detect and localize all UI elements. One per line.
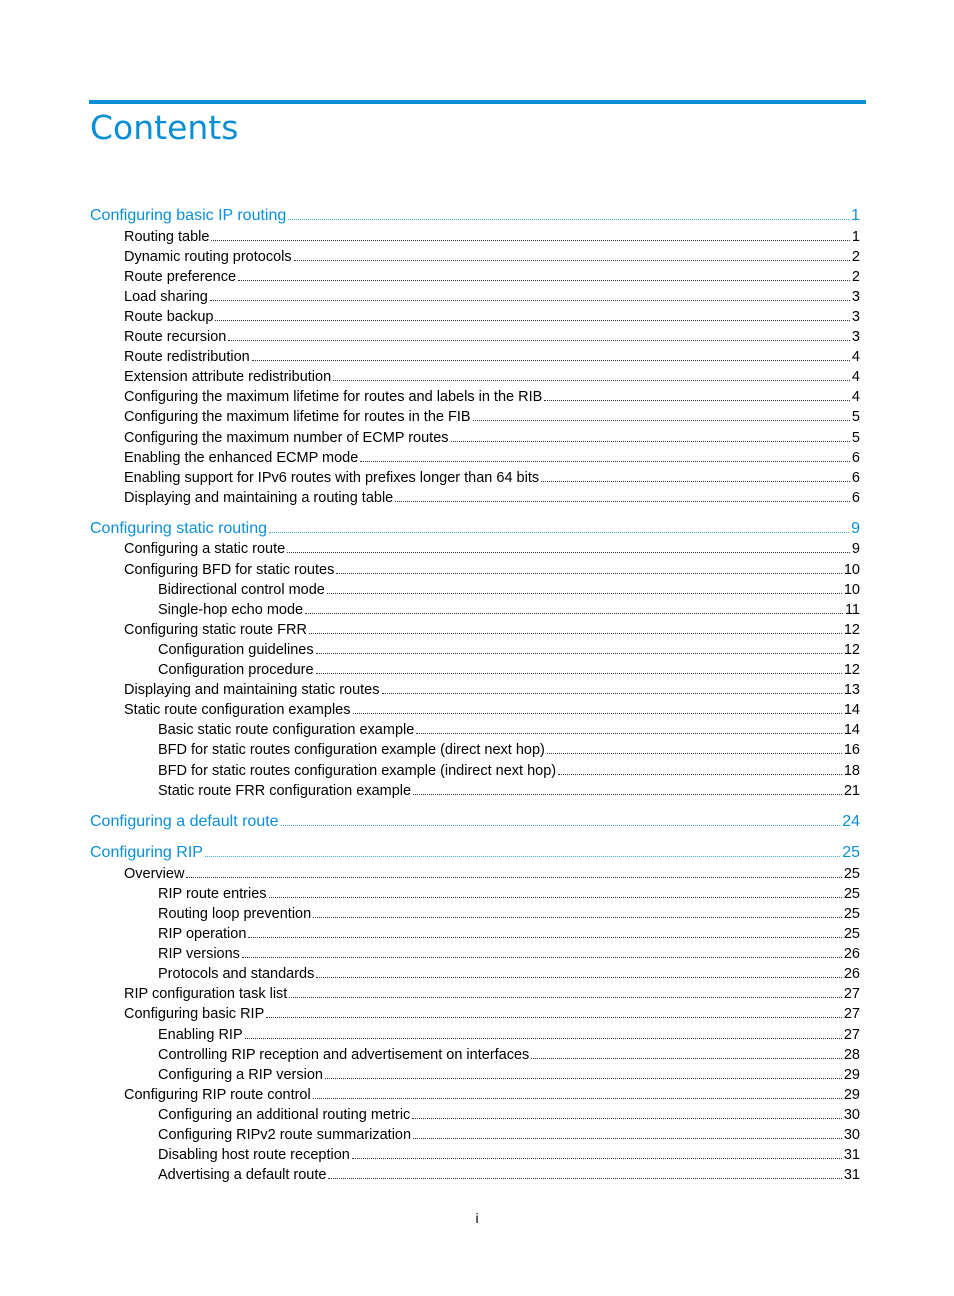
dot-leader — [313, 1097, 842, 1099]
toc-entry-page: 30 — [843, 1127, 860, 1143]
dot-leader — [211, 239, 849, 241]
toc-entry-page: 12 — [843, 621, 860, 638]
toc-section-link[interactable] — [124, 680, 860, 700]
dot-leader — [242, 956, 842, 958]
toc-entry-title: Enabling support for IPv6 routes with prefixes longer than 64 bits — [124, 469, 540, 486]
dot-leader — [333, 379, 850, 381]
dot-leader — [531, 1057, 842, 1059]
toc-entry-title: Route preference — [124, 268, 237, 285]
dot-leader — [412, 1117, 842, 1119]
dot-leader — [228, 339, 850, 341]
toc-entry-page: 1 — [851, 207, 860, 224]
toc-subsection-link[interactable] — [158, 580, 860, 600]
toc-entry-title: Configuration guidelines — [158, 641, 314, 658]
toc-entry-title: Overview — [124, 865, 185, 882]
dot-leader — [186, 876, 841, 878]
toc-subsection-link[interactable] — [158, 1165, 860, 1185]
toc-entry-title: Protocols and standards — [158, 966, 315, 983]
toc-entry-title: Routing table — [124, 228, 210, 245]
dot-leader — [252, 359, 850, 361]
dot-leader — [294, 259, 850, 261]
toc-section-link[interactable] — [124, 560, 860, 580]
toc-entry-title: Displaying and maintaining a routing table — [124, 489, 394, 506]
toc-entry-page: 31 — [843, 1167, 860, 1184]
dot-leader — [382, 692, 842, 694]
toc-entry-page: 6 — [851, 489, 860, 506]
toc-subsection-link[interactable] — [158, 904, 860, 924]
page-number: i — [475, 1210, 479, 1226]
toc-section-link[interactable] — [124, 468, 860, 488]
toc-entry-page: 16 — [843, 742, 860, 759]
toc-subsection-link[interactable] — [158, 1065, 860, 1085]
dot-leader — [309, 632, 842, 634]
toc-entry-page: 5 — [851, 409, 860, 426]
toc-entry-title: Configuring basic RIP — [124, 1006, 265, 1023]
toc-entry-page: 3 — [851, 288, 860, 305]
toc-subsection-link[interactable] — [158, 600, 860, 620]
dot-leader — [451, 440, 850, 442]
toc-entry-title: Load sharing — [124, 288, 208, 305]
toc-entry-page: 5 — [851, 429, 860, 446]
toc-subsection-link[interactable] — [158, 1045, 860, 1065]
toc-subsection-link[interactable] — [158, 781, 860, 801]
toc-section-link[interactable] — [124, 1004, 860, 1024]
toc-entry-title: Routing loop prevention — [158, 905, 312, 922]
dot-leader — [336, 572, 842, 574]
toc-subsection-link[interactable] — [158, 660, 860, 680]
toc-entry-title: RIP configuration task list — [124, 986, 288, 1003]
toc-entry-page: 6 — [851, 469, 860, 486]
toc-entry-page: 9 — [851, 519, 860, 537]
toc-entry-page: 26 — [843, 946, 860, 963]
toc-entry-title: Configuring RIP route control — [124, 1086, 311, 1103]
toc-entry-title: Controlling RIP reception and advertisement on interfaces — [158, 1046, 530, 1063]
toc-entry-page: 4 — [851, 349, 860, 366]
toc-subsection-link[interactable] — [158, 720, 860, 740]
toc-entry-page: 2 — [851, 268, 860, 285]
toc-entry-page: 29 — [843, 1066, 860, 1083]
toc-section-link[interactable] — [124, 620, 860, 640]
toc-entry-page: 12 — [843, 662, 860, 678]
toc-entry-page: 18 — [843, 762, 860, 779]
toc-section-link[interactable] — [124, 387, 860, 407]
toc-subsection-link[interactable] — [158, 640, 860, 660]
toc-section-link[interactable] — [124, 448, 860, 468]
toc-entry-title: Configuring RIP — [90, 844, 203, 862]
toc-entry-page: 27 — [843, 1006, 860, 1023]
toc-section-link[interactable] — [124, 428, 860, 448]
toc-entry-page: 11 — [844, 601, 860, 618]
dot-leader — [245, 1037, 842, 1039]
toc-entry-title: Enabling RIP — [158, 1026, 243, 1043]
dot-leader — [541, 480, 850, 482]
toc-chapter-link[interactable] — [90, 519, 860, 539]
toc-entry-title: Configuration procedure — [158, 662, 314, 678]
toc-subsection-link[interactable] — [158, 1105, 860, 1125]
dot-leader — [352, 1157, 842, 1159]
toc-entry-page: 3 — [851, 329, 860, 345]
dot-leader — [416, 732, 842, 734]
page-title: Contents — [90, 108, 239, 147]
toc-section-link[interactable] — [124, 539, 860, 559]
toc-entry-title: Basic static route configuration example — [158, 722, 415, 739]
toc-section-link[interactable] — [124, 488, 860, 508]
dot-leader — [558, 773, 842, 775]
toc-entry-page: 25 — [843, 926, 860, 942]
dot-leader — [266, 1016, 842, 1018]
dot-leader — [313, 916, 842, 918]
dot-leader — [289, 996, 842, 998]
toc-entry-title: Route backup — [124, 308, 214, 325]
toc-entry-page: 30 — [843, 1106, 860, 1123]
dot-leader — [353, 712, 842, 714]
toc-section-link[interactable] — [124, 267, 860, 287]
toc-chapter-link[interactable] — [90, 206, 860, 226]
toc-chapter-link[interactable] — [90, 843, 860, 863]
dot-leader — [205, 855, 840, 857]
dot-leader — [238, 279, 850, 281]
toc-entry-title: Extension attribute redistribution — [124, 369, 332, 386]
dot-leader — [269, 896, 842, 898]
toc-entry-title: Configuring the maximum number of ECMP routes — [124, 429, 449, 446]
toc-entry-title: RIP versions — [158, 946, 240, 963]
toc-entry-title: Static route configuration examples — [124, 702, 351, 719]
dot-leader — [544, 399, 850, 401]
toc-entry-page: 2 — [851, 248, 860, 265]
toc-entry-page: 31 — [843, 1147, 860, 1164]
toc-entry-title: BFD for static routes configuration example (direct next hop) — [158, 742, 545, 759]
toc-entry-page: 27 — [843, 1026, 860, 1043]
toc-entry-title: Route redistribution — [124, 349, 250, 366]
toc-entry-title: RIP operation — [158, 926, 247, 942]
toc-entry-title: Static route FRR configuration example — [158, 782, 412, 799]
toc-entry-title: Configuring RIPv2 route summarization — [158, 1127, 412, 1143]
toc-section-link[interactable] — [124, 247, 860, 267]
dot-leader — [413, 1137, 842, 1139]
dot-leader — [316, 652, 842, 654]
toc-entry-page: 14 — [843, 702, 860, 719]
toc-section-link[interactable] — [124, 1085, 860, 1105]
toc-entry-title: Configuring a static route — [124, 541, 286, 558]
toc-entry-page: 12 — [843, 641, 860, 658]
toc-subsection-link[interactable] — [158, 944, 860, 964]
toc-section-link[interactable] — [124, 700, 860, 720]
toc-section-link[interactable] — [124, 984, 860, 1004]
dot-leader — [287, 551, 850, 553]
dot-leader — [305, 612, 843, 614]
toc-entry-title: Single-hop echo mode — [158, 601, 304, 618]
toc-entry-title: Advertising a default route — [158, 1167, 327, 1184]
toc-entry-title: RIP route entries — [158, 885, 267, 902]
toc-entry-page: 21 — [843, 782, 860, 799]
dot-leader — [248, 936, 841, 938]
toc-entry-title: Configuring a default route — [90, 812, 279, 830]
dot-leader — [316, 976, 841, 978]
dot-leader — [395, 500, 850, 502]
toc-subsection-link[interactable] — [158, 924, 860, 944]
toc-subsection-link[interactable] — [158, 964, 860, 984]
toc-entry-page: 14 — [843, 722, 860, 739]
toc-section-link[interactable] — [124, 327, 860, 347]
dot-leader — [269, 531, 849, 533]
toc-entry-page: 4 — [851, 389, 860, 406]
toc-section-link[interactable] — [124, 407, 860, 427]
toc-entry-title: Displaying and maintaining static routes — [124, 682, 380, 699]
toc-entry-page: 26 — [843, 966, 860, 983]
toc-entry-title: Configuring BFD for static routes — [124, 561, 335, 578]
toc-entry-title: Enabling the enhanced ECMP mode — [124, 449, 359, 466]
dot-leader — [328, 1177, 841, 1179]
toc-subsection-link[interactable] — [158, 740, 860, 760]
toc-entry-page: 24 — [842, 812, 860, 830]
dot-leader — [288, 218, 849, 220]
header-rule — [89, 100, 866, 104]
toc-section-link[interactable] — [124, 307, 860, 327]
toc-entry-page: 27 — [843, 986, 860, 1003]
toc-entry-page: 28 — [843, 1046, 860, 1063]
toc-entry-title: BFD for static routes configuration example (indirect next hop) — [158, 762, 557, 779]
toc-entry-title: Configuring the maximum lifetime for routes in the FIB — [124, 409, 471, 426]
toc-entry-title: Configuring static route FRR — [124, 621, 307, 638]
toc-entry-title: Dynamic routing protocols — [124, 248, 292, 265]
toc-entry-page: 25 — [843, 865, 860, 882]
toc-section-link[interactable] — [124, 227, 860, 247]
toc-entry-page: 4 — [851, 369, 860, 386]
toc-subsection-link[interactable] — [158, 1145, 860, 1165]
toc-section-link[interactable] — [124, 367, 860, 387]
toc-entry-page: 10 — [843, 561, 860, 578]
toc-entry-page: 25 — [843, 885, 860, 902]
toc-entry-page: 9 — [851, 541, 860, 558]
toc-entry-page: 3 — [851, 308, 860, 325]
toc-subsection-link[interactable] — [158, 761, 860, 781]
toc-section-link[interactable] — [124, 347, 860, 367]
toc-entry-page: 25 — [843, 905, 860, 922]
dot-leader — [316, 672, 842, 674]
toc-entry-page: 6 — [851, 449, 860, 466]
toc-entry-title: Configuring a RIP version — [158, 1066, 323, 1083]
toc-entry-title: Configuring static routing — [90, 519, 267, 537]
toc-entry-page: 25 — [842, 844, 860, 862]
toc-entry-title: Route recursion — [124, 329, 227, 345]
dot-leader — [281, 824, 841, 826]
dot-leader — [473, 419, 850, 421]
dot-leader — [360, 460, 850, 462]
dot-leader — [547, 752, 842, 754]
toc-subsection-link[interactable] — [158, 884, 860, 904]
toc-entry-page: 29 — [843, 1086, 860, 1103]
toc-entry-page: 13 — [843, 682, 860, 699]
toc-section-link[interactable] — [124, 287, 860, 307]
toc-entry-title: Configuring basic IP routing — [90, 207, 287, 224]
toc-chapter-link[interactable] — [90, 812, 860, 832]
toc-subsection-link[interactable] — [158, 1025, 860, 1045]
dot-leader — [325, 1077, 842, 1079]
toc-entry-title: Disabling host route reception — [158, 1147, 350, 1164]
dot-leader — [327, 592, 842, 594]
dot-leader — [210, 299, 850, 301]
toc-entry-title: Configuring an additional routing metric — [158, 1106, 411, 1123]
toc-entry-title: Bidirectional control mode — [158, 581, 325, 598]
toc-section-link[interactable] — [124, 864, 860, 884]
dot-leader — [413, 793, 842, 795]
toc-entry-page: 1 — [851, 228, 860, 245]
toc-subsection-link[interactable] — [158, 1125, 860, 1145]
toc-entry-page: 10 — [843, 581, 860, 598]
dot-leader — [215, 319, 849, 321]
toc-entry-title: Configuring the maximum lifetime for routes and labels in the RIB — [124, 389, 543, 406]
